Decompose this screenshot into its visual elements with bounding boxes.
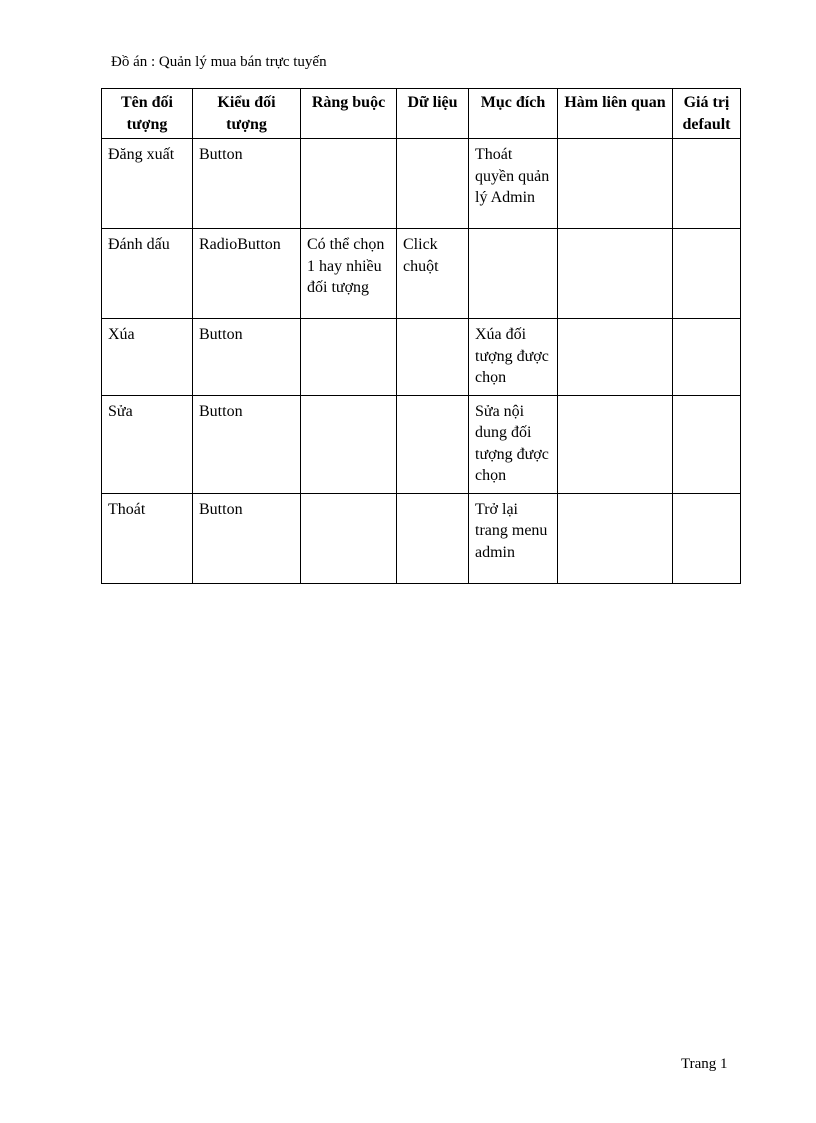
table-cell xyxy=(397,395,469,493)
table-cell xyxy=(558,229,673,319)
table-cell xyxy=(301,493,397,583)
table-row xyxy=(102,395,741,493)
header-gia-tri-default: Giá trị default xyxy=(673,89,741,139)
table-row xyxy=(102,493,741,583)
table-cell xyxy=(558,139,673,229)
table-cell: Trở lại trang menu admin xyxy=(469,493,558,583)
table-cell: Đánh dấu xyxy=(102,229,193,319)
table-cell xyxy=(673,493,741,583)
table-cell: Xúa đối tượng được chọn xyxy=(469,319,558,396)
page-header-title: Đồ án : Quản lý mua bán trực tuyến xyxy=(111,54,327,70)
table-cell xyxy=(673,229,741,319)
table-cell xyxy=(558,319,673,396)
table-cell: Thoát xyxy=(102,493,193,583)
table-cell xyxy=(558,395,673,493)
table-cell xyxy=(558,493,673,583)
table-cell: Xúa xyxy=(102,319,193,396)
table-cell: RadioButton xyxy=(193,229,301,319)
header-ham-lien-quan: Hàm liên quan xyxy=(558,89,673,139)
table-cell: Sửa nội dung đối tượng được chọn xyxy=(469,395,558,493)
table-cell: Button xyxy=(193,395,301,493)
table-cell: Có thể chọn 1 hay nhiều đối tượng xyxy=(301,229,397,319)
table-cell xyxy=(397,493,469,583)
page-number: Trang 1 xyxy=(681,1056,728,1072)
table-row xyxy=(102,139,741,229)
header-rang-buoc: Ràng buộc xyxy=(301,89,397,139)
table-cell xyxy=(301,395,397,493)
table-cell xyxy=(397,319,469,396)
table-cell: Đăng xuất xyxy=(102,139,193,229)
table-cell xyxy=(673,139,741,229)
table-cell: Button xyxy=(193,319,301,396)
table-cell: Thoát quyền quản lý Admin xyxy=(469,139,558,229)
table-cell xyxy=(673,395,741,493)
table-cell xyxy=(673,319,741,396)
header-ten-doi-tuong: Tên đối tượng xyxy=(102,89,193,139)
table-row xyxy=(102,229,741,319)
header-du-lieu: Dữ liệu xyxy=(397,89,469,139)
table-cell xyxy=(301,319,397,396)
table-cell xyxy=(469,229,558,319)
table-cell: Button xyxy=(193,139,301,229)
table-header-row xyxy=(102,89,741,139)
header-kieu-doi-tuong: Kiểu đối tượng xyxy=(193,89,301,139)
object-spec-table xyxy=(101,88,741,584)
table-cell: Sửa xyxy=(102,395,193,493)
header-muc-dich: Mục đích xyxy=(469,89,558,139)
table-cell xyxy=(301,139,397,229)
table-row xyxy=(102,319,741,396)
table-cell: Click chuột xyxy=(397,229,469,319)
table-cell: Button xyxy=(193,493,301,583)
table-cell xyxy=(397,139,469,229)
